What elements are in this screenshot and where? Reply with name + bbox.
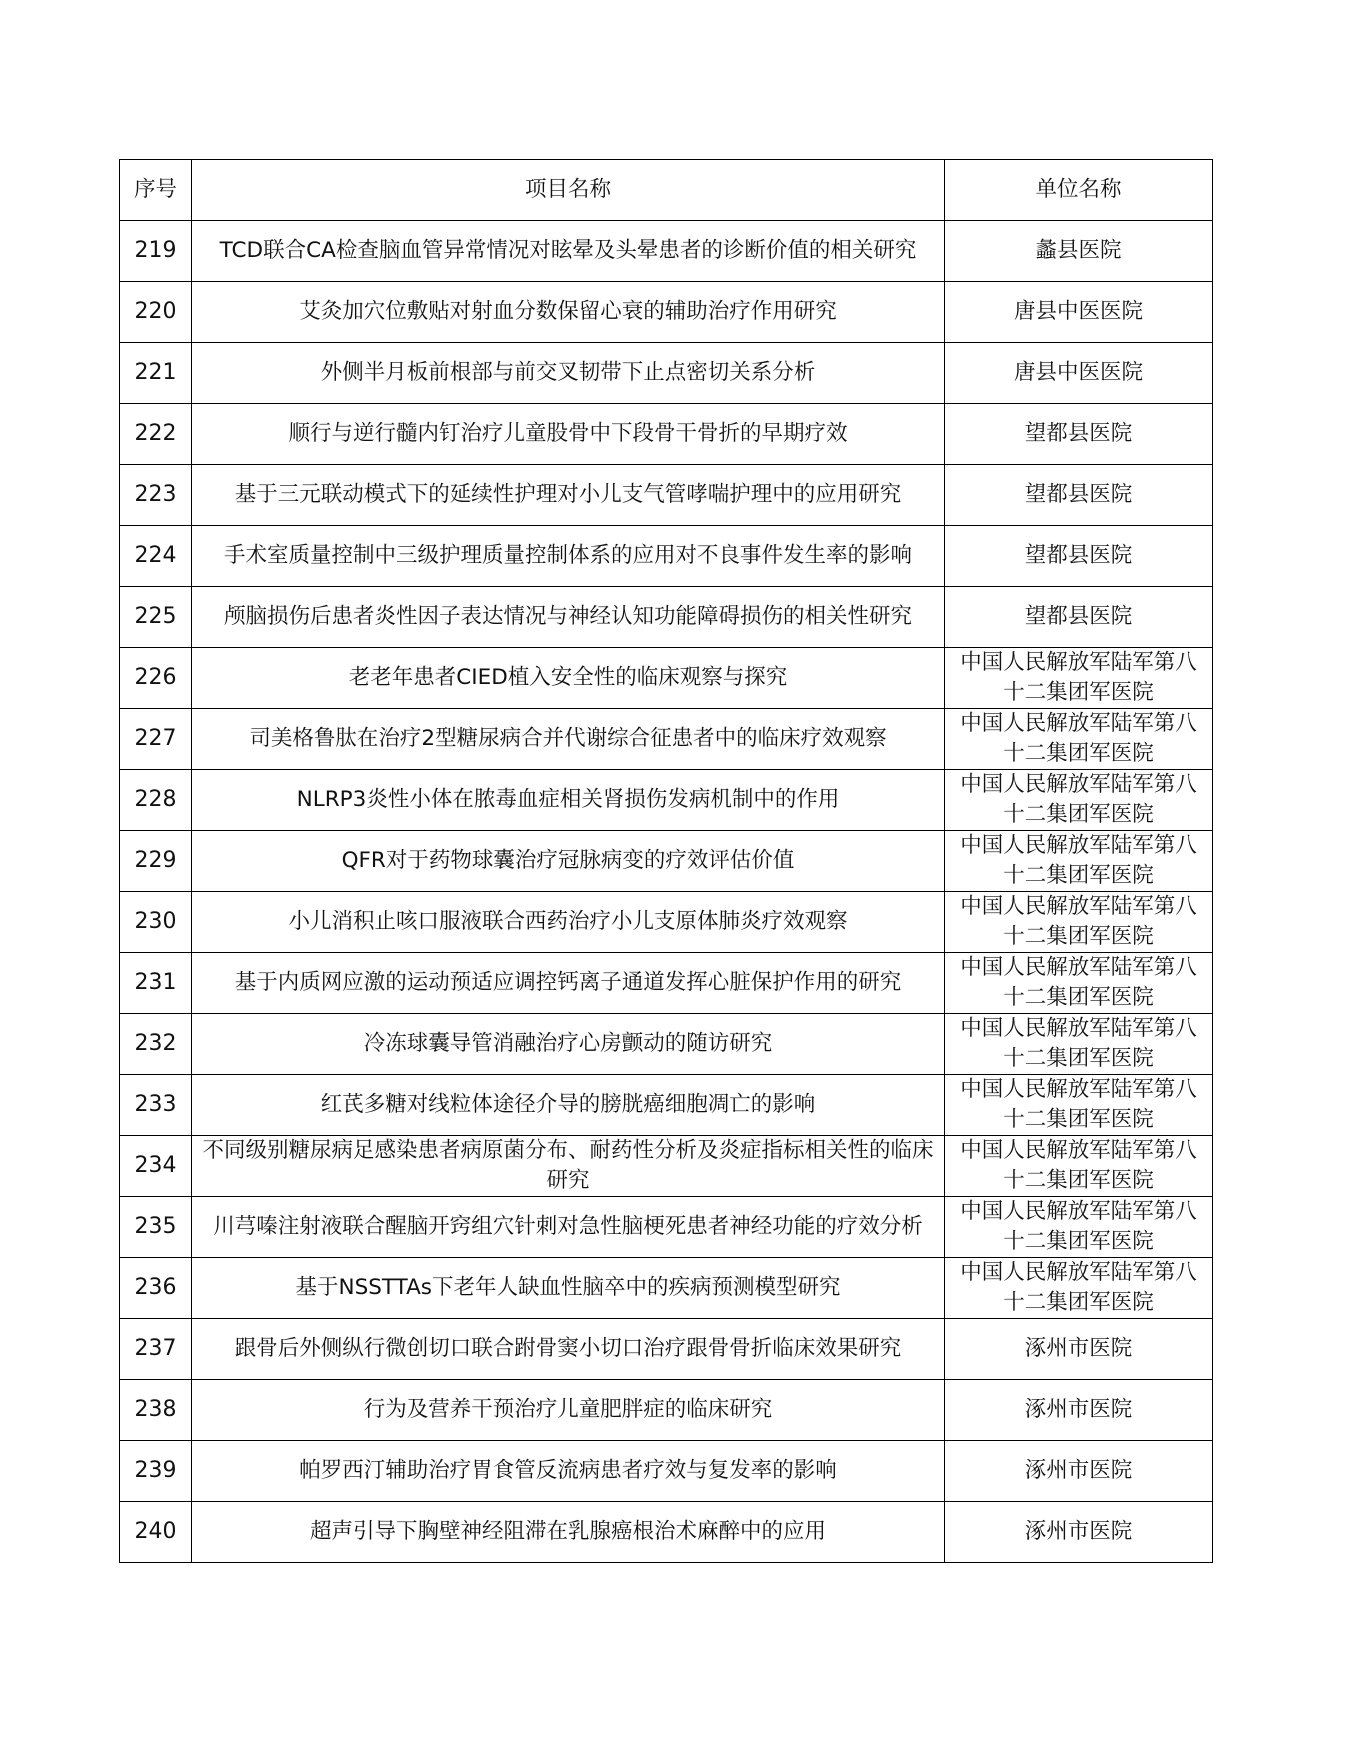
cell-unit-name: 涿州市医院 (945, 1380, 1213, 1441)
cell-project-name: 小儿消积止咳口服液联合西药治疗小儿支原体肺炎疗效观察 (192, 892, 945, 953)
project-table (119, 159, 1213, 1563)
cell-seq: 230 (120, 892, 192, 953)
cell-unit-name: 中国人民解放军陆军第八十二集团军医院 (945, 1075, 1213, 1136)
cell-unit-name: 中国人民解放军陆军第八十二集团军医院 (945, 831, 1213, 892)
cell-project-name: 颅脑损伤后患者炎性因子表达情况与神经认知功能障碍损伤的相关性研究 (192, 587, 945, 648)
table-row (120, 892, 1213, 953)
cell-unit-name: 唐县中医医院 (945, 282, 1213, 343)
cell-seq: 229 (120, 831, 192, 892)
cell-unit-name: 中国人民解放军陆军第八十二集团军医院 (945, 892, 1213, 953)
cell-unit-name: 望都县医院 (945, 404, 1213, 465)
cell-unit-name: 中国人民解放军陆军第八十二集团军医院 (945, 648, 1213, 709)
cell-seq: 220 (120, 282, 192, 343)
cell-seq: 233 (120, 1075, 192, 1136)
cell-seq: 234 (120, 1136, 192, 1197)
cell-project-name: 跟骨后外侧纵行微创切口联合跗骨窦小切口治疗跟骨骨折临床效果研究 (192, 1319, 945, 1380)
cell-seq: 239 (120, 1441, 192, 1502)
table-row (120, 1197, 1213, 1258)
cell-unit-name: 唐县中医医院 (945, 343, 1213, 404)
cell-project-name: 冷冻球囊导管消融治疗心房颤动的随访研究 (192, 1014, 945, 1075)
cell-project-name: 超声引导下胸壁神经阻滞在乳腺癌根治术麻醉中的应用 (192, 1502, 945, 1563)
cell-unit-name: 蠡县医院 (945, 221, 1213, 282)
cell-project-name: 帕罗西汀辅助治疗胃食管反流病患者疗效与复发率的影响 (192, 1441, 945, 1502)
cell-unit-name: 中国人民解放军陆军第八十二集团军医院 (945, 1014, 1213, 1075)
cell-unit-name: 涿州市医院 (945, 1319, 1213, 1380)
cell-seq: 222 (120, 404, 192, 465)
table-row (120, 1380, 1213, 1441)
cell-project-name: 外侧半月板前根部与前交叉韧带下止点密切关系分析 (192, 343, 945, 404)
cell-unit-name: 中国人民解放军陆军第八十二集团军医院 (945, 1197, 1213, 1258)
cell-unit-name: 涿州市医院 (945, 1441, 1213, 1502)
cell-project-name: 老老年患者CIED植入安全性的临床观察与探究 (192, 648, 945, 709)
cell-project-name: QFR对于药物球囊治疗冠脉病变的疗效评估价值 (192, 831, 945, 892)
table-row (120, 1441, 1213, 1502)
cell-project-name: 行为及营养干预治疗儿童肥胖症的临床研究 (192, 1380, 945, 1441)
cell-project-name: 川芎嗪注射液联合醒脑开窍组穴针刺对急性脑梗死患者神经功能的疗效分析 (192, 1197, 945, 1258)
table-row (120, 831, 1213, 892)
cell-seq: 226 (120, 648, 192, 709)
table-row (120, 1258, 1213, 1319)
cell-seq: 235 (120, 1197, 192, 1258)
cell-seq: 231 (120, 953, 192, 1014)
cell-project-name: 基于NSSTTAs下老年人缺血性脑卒中的疾病预测模型研究 (192, 1258, 945, 1319)
table-row (120, 1502, 1213, 1563)
cell-seq: 228 (120, 770, 192, 831)
table-row (120, 1319, 1213, 1380)
cell-seq: 219 (120, 221, 192, 282)
table-row (120, 587, 1213, 648)
table-row (120, 770, 1213, 831)
cell-seq: 221 (120, 343, 192, 404)
header-unit-name: 单位名称 (945, 160, 1213, 221)
table-row (120, 709, 1213, 770)
cell-project-name: 手术室质量控制中三级护理质量控制体系的应用对不良事件发生率的影响 (192, 526, 945, 587)
cell-project-name: TCD联合CA检查脑血管异常情况对眩晕及头晕患者的诊断价值的相关研究 (192, 221, 945, 282)
cell-unit-name: 中国人民解放军陆军第八十二集团军医院 (945, 1258, 1213, 1319)
table-row (120, 953, 1213, 1014)
cell-seq: 224 (120, 526, 192, 587)
header-project-name: 项目名称 (192, 160, 945, 221)
cell-unit-name: 望都县医院 (945, 587, 1213, 648)
table-row (120, 343, 1213, 404)
header-seq: 序号 (120, 160, 192, 221)
cell-project-name: 司美格鲁肽在治疗2型糖尿病合并代谢综合征患者中的临床疗效观察 (192, 709, 945, 770)
table-row (120, 648, 1213, 709)
cell-unit-name: 望都县医院 (945, 526, 1213, 587)
table-row (120, 1136, 1213, 1197)
cell-project-name: 不同级别糖尿病足感染患者病原菌分布、耐药性分析及炎症指标相关性的临床研究 (192, 1136, 945, 1197)
cell-seq: 227 (120, 709, 192, 770)
table-row (120, 1014, 1213, 1075)
cell-project-name: 艾灸加穴位敷贴对射血分数保留心衰的辅助治疗作用研究 (192, 282, 945, 343)
cell-project-name: 基于三元联动模式下的延续性护理对小儿支气管哮喘护理中的应用研究 (192, 465, 945, 526)
cell-unit-name: 中国人民解放军陆军第八十二集团军医院 (945, 1136, 1213, 1197)
cell-project-name: NLRP3炎性小体在脓毒血症相关肾损伤发病机制中的作用 (192, 770, 945, 831)
table-body (120, 221, 1213, 1563)
cell-unit-name: 中国人民解放军陆军第八十二集团军医院 (945, 770, 1213, 831)
cell-project-name: 顺行与逆行髓内钉治疗儿童股骨中下段骨干骨折的早期疗效 (192, 404, 945, 465)
cell-seq: 238 (120, 1380, 192, 1441)
cell-project-name: 红芪多糖对线粒体途径介导的膀胱癌细胞凋亡的影响 (192, 1075, 945, 1136)
cell-unit-name: 中国人民解放军陆军第八十二集团军医院 (945, 709, 1213, 770)
cell-unit-name: 涿州市医院 (945, 1502, 1213, 1563)
cell-seq: 236 (120, 1258, 192, 1319)
cell-unit-name: 望都县医院 (945, 465, 1213, 526)
table-header-row (120, 160, 1213, 221)
cell-unit-name: 中国人民解放军陆军第八十二集团军医院 (945, 953, 1213, 1014)
table-row (120, 221, 1213, 282)
cell-seq: 237 (120, 1319, 192, 1380)
table-row (120, 526, 1213, 587)
cell-project-name: 基于内质网应激的运动预适应调控钙离子通道发挥心脏保护作用的研究 (192, 953, 945, 1014)
cell-seq: 225 (120, 587, 192, 648)
cell-seq: 232 (120, 1014, 192, 1075)
table-row (120, 465, 1213, 526)
cell-seq: 240 (120, 1502, 192, 1563)
table-row (120, 1075, 1213, 1136)
cell-seq: 223 (120, 465, 192, 526)
table-row (120, 282, 1213, 343)
table-row (120, 404, 1213, 465)
